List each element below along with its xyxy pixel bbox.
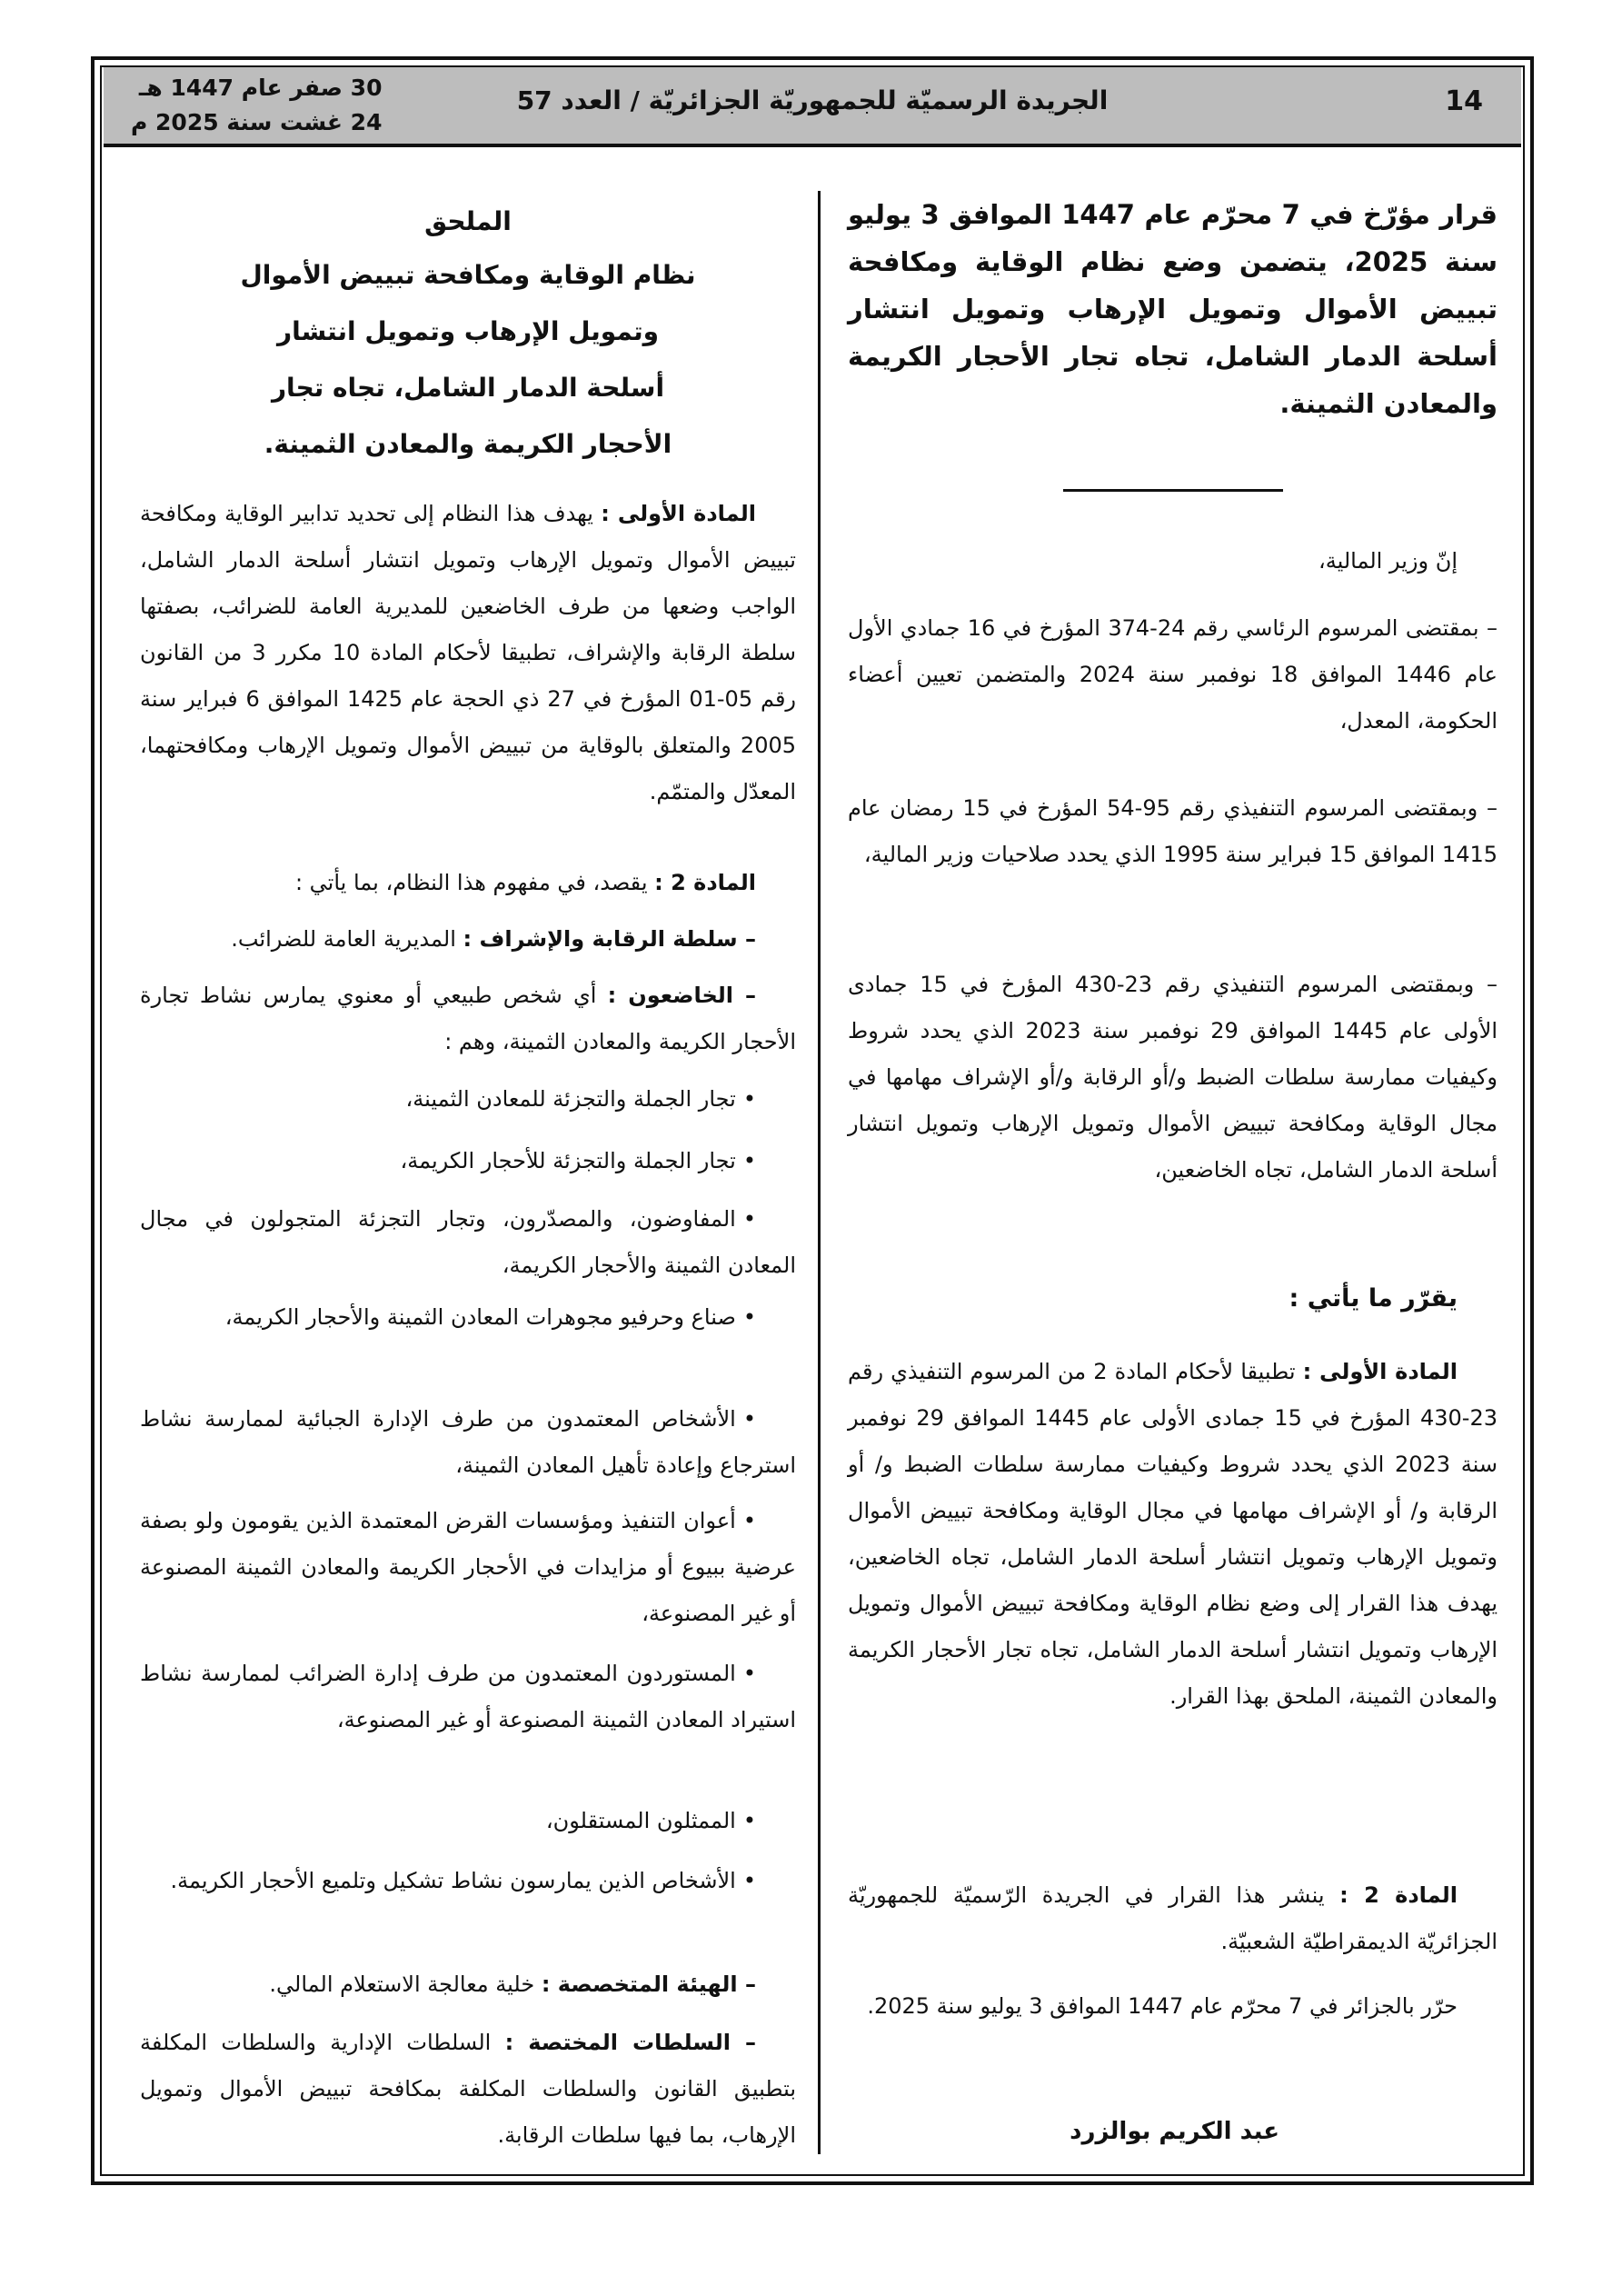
recital: – بمقتضى المرسوم الرئاسي رقم 24-374 المؤرخ في 16 جمادي الأول عام 1446 الموافق 18 نوفمبر سنة 2024 والمتضمن تعيين أعضاء الحكومة، المعدل، [848, 615, 1498, 734]
definition-subjects [140, 973, 796, 1065]
recital: – وبمقتضى المرسوم التنفيذي رقم 23-430 المؤرخ في 15 جمادى الأولى عام 1445 الموافق 29 نوفمبر سنة 2023 الذي يحدد شروط وكيفيات ممارسة سلطات الضبط و/أو الرقابة و/أو الإشراف مهامها في مجال الوقاية ومكافحة تبييض الأموال وتمويل الإرهاب وتمويل انتشار أسلحة الدمار الشامل، تجاه الخاضعين، [848, 972, 1498, 1183]
decree-column [848, 0, 1498, 2296]
subject-list-item: • الممثلون المستقلون، [140, 1798, 796, 1844]
article-label: المادة 2 : [654, 870, 756, 895]
decree-title: قرار مؤرّخ في 7 محرّم عام 1447 الموافق 3 يوليو سنة 2025، يتضمن وضع نظام الوقاية ومكافحة تبييض الأموال وتمويل الإرهاب وتمويل انتشار أسلحة الدمار الشامل، تجاه تجار الأحجار الكريمة والمعادن الثمينة. [848, 199, 1498, 419]
definition-term: – السلطات المختصة : [504, 2030, 756, 2055]
annex-article-1 [140, 491, 796, 815]
definition-competent-authorities [140, 2020, 796, 2159]
column-divider [818, 191, 821, 2154]
definition-text: السلطات الإدارية والسلطات المكلفة بتطبيق القانون والسلطات المكلفة بمكافحة تبييض الأموال وتمويل الإرهاب، بما فيها سلطات الرقابة. [140, 2030, 796, 2148]
date-hijri: 30 صفر عام 1447 هـ [138, 75, 383, 101]
definition-term: – سلطة الرقابة والإشراف : [463, 926, 756, 952]
subject-list-item: • الأشخاص المعتمدون من طرف الإدارة الجبائية لممارسة نشاط استرجاع وإعادة تأهيل المعادن الثمينة، [140, 1396, 796, 1489]
date-gregorian: 24 غشت سنة 2025 م [131, 109, 383, 135]
annex-article-2 [140, 860, 796, 906]
annex-title-line: نظام الوقاية ومكافحة تبييض الأموال [240, 260, 696, 290]
annex-title-line: الأحجار الكريمة والمعادن الثمينة. [264, 429, 672, 459]
definition-term: – الخاضعون : [607, 983, 756, 1008]
article-text: ينشر هذا القرار في الجريدة الرّسميّة للجمهوريّة الجزائريّة الديمقراطيّة الشعبيّة. [848, 1882, 1498, 1954]
definition-text: المديرية العامة للضرائب. [231, 926, 456, 952]
definition-text: خلية معالجة الاستعلام المالي. [269, 1972, 535, 1997]
definition-term: – الهيئة المتخصصة : [541, 1972, 756, 1997]
subject-list-item: • الأشخاص الذين يمارسون نشاط تشكيل وتلميع الأحجار الكريمة. [140, 1858, 796, 1904]
definition-text: أي شخص طبيعي أو معنوي يمارس نشاط تجارة الأحجار الكريمة والمعادن الثمينة، وهم : [140, 983, 796, 1054]
page-number: 14 [1445, 85, 1483, 117]
decree-article-2 [848, 1872, 1498, 1965]
preamble-opening: إنّ وزير المالية، [1318, 548, 1458, 574]
definition-specialized-body [140, 1962, 796, 2008]
decree-article-1 [848, 1349, 1498, 1720]
article-label: المادة الأولى : [1302, 1359, 1458, 1384]
annex-title-line: أسلحة الدمار الشامل، تجاه تجار [271, 373, 665, 403]
recital: – وبمقتضى المرسوم التنفيذي رقم 95-54 المؤرخ في 15 رمضان عام 1415 الموافق 15 فبراير سنة 1995 الذي يحدد صلاحيات وزير المالية، [848, 795, 1498, 867]
article-text: تطبيقا لأحكام المادة 2 من المرسوم التنفيذي رقم 23-430 المؤرخ في 15 جمادى الأولى عام 1445 الموافق 29 نوفمبر سنة 2023 الذي يحدد شروط وكيفيات ممارسة سلطات الضبط و/ أو الرقابة و/ أو الإشراف مهامها في مجال الوقاية ومكافحة تبييض الأموال وتمويل الإرهاب وتمويل انتشار أسلحة الدمار الشامل، تجاه الخاضعين، يهدف هذا القرار إلى وضع نظام الوقاية ومكافحة تبييض الأموال وتمويل الإرهاب وتمويل انتشار أسلحة الدمار الشامل، تجاه تجار الأحجار الكريمة والمعادن الثمينة، الملحق بهذا القرار. [848, 1359, 1498, 1709]
gazette-title: الجريدة الرسميّة للجمهوريّة الجزائريّة / العدد 57 [516, 85, 1109, 115]
subject-list-item: • تجار الجملة والتجزئة للمعادن الثمينة، [140, 1076, 796, 1123]
done-at: حرّر بالجزائر في 7 محرّم عام 1447 الموافق 3 يوليو سنة 2025. [867, 1993, 1458, 2019]
decides-heading: يقرّر ما يأتي : [1289, 1284, 1458, 1313]
article-text: يقصد، في مفهوم هذا النظام، بما يأتي : [294, 870, 648, 895]
article-text: يهدف هذا النظام إلى تحديد تدابير الوقاية ومكافحة تبييض الأموال وتمويل الإرهاب وتمويل انتشار أسلحة الدمار الشامل، الواجب وضعها من طرف الخاضعين للمديرية العامة للضرائب، بصفتها سلطة الرقابة والإشراف، تطبيقا لأحكام المادة 10 مكرر 3 من القانون رقم 05-01 المؤرخ في 27 ذي الحجة عام 1425 الموافق 6 فبراير سنة 2005 والمتعلق بالوقاية من تبييض الأموال وتمويل الإرهاب ومكافحتهما، المعدّل والمتمّم. [140, 501, 797, 804]
article-label: المادة 2 : [1339, 1882, 1458, 1908]
subject-list-item: • صناع وحرفيو مجوهرات المعادن الثمينة والأحجار الكريمة، [140, 1294, 796, 1341]
subject-list-item: • تجار الجملة والتجزئة للأحجار الكريمة، [140, 1138, 796, 1184]
annex-title-line: وتمويل الإرهاب وتمويل انتشار [276, 316, 660, 346]
subject-list-item: • المستوردون المعتمدون من طرف إدارة الضرائب لممارسة نشاط استيراد المعادن الثمينة المصنوعة أو غير المصنوعة، [140, 1651, 796, 1743]
annex-column [140, 0, 796, 2296]
subject-list-item: • أعوان التنفيذ ومؤسسات القرض المعتمدة الذين يقومون ولو بصفة عرضية ببيوع أو مزايدات في الأحجار الكريمة والمعادن الثمينة المصنوعة أو غير المصنوعة، [140, 1498, 796, 1637]
definition-authority [140, 916, 796, 963]
article-label: المادة الأولى : [601, 501, 756, 526]
signatory: عبد الكريم بوالزرد [1070, 2118, 1279, 2145]
subject-list-item: • المفاوضون، والمصدّرون، وتجار التجزئة المتجولون في مجال المعادن الثمينة والأحجار الكريمة، [140, 1196, 796, 1289]
annex-heading: الملحق [424, 206, 512, 236]
